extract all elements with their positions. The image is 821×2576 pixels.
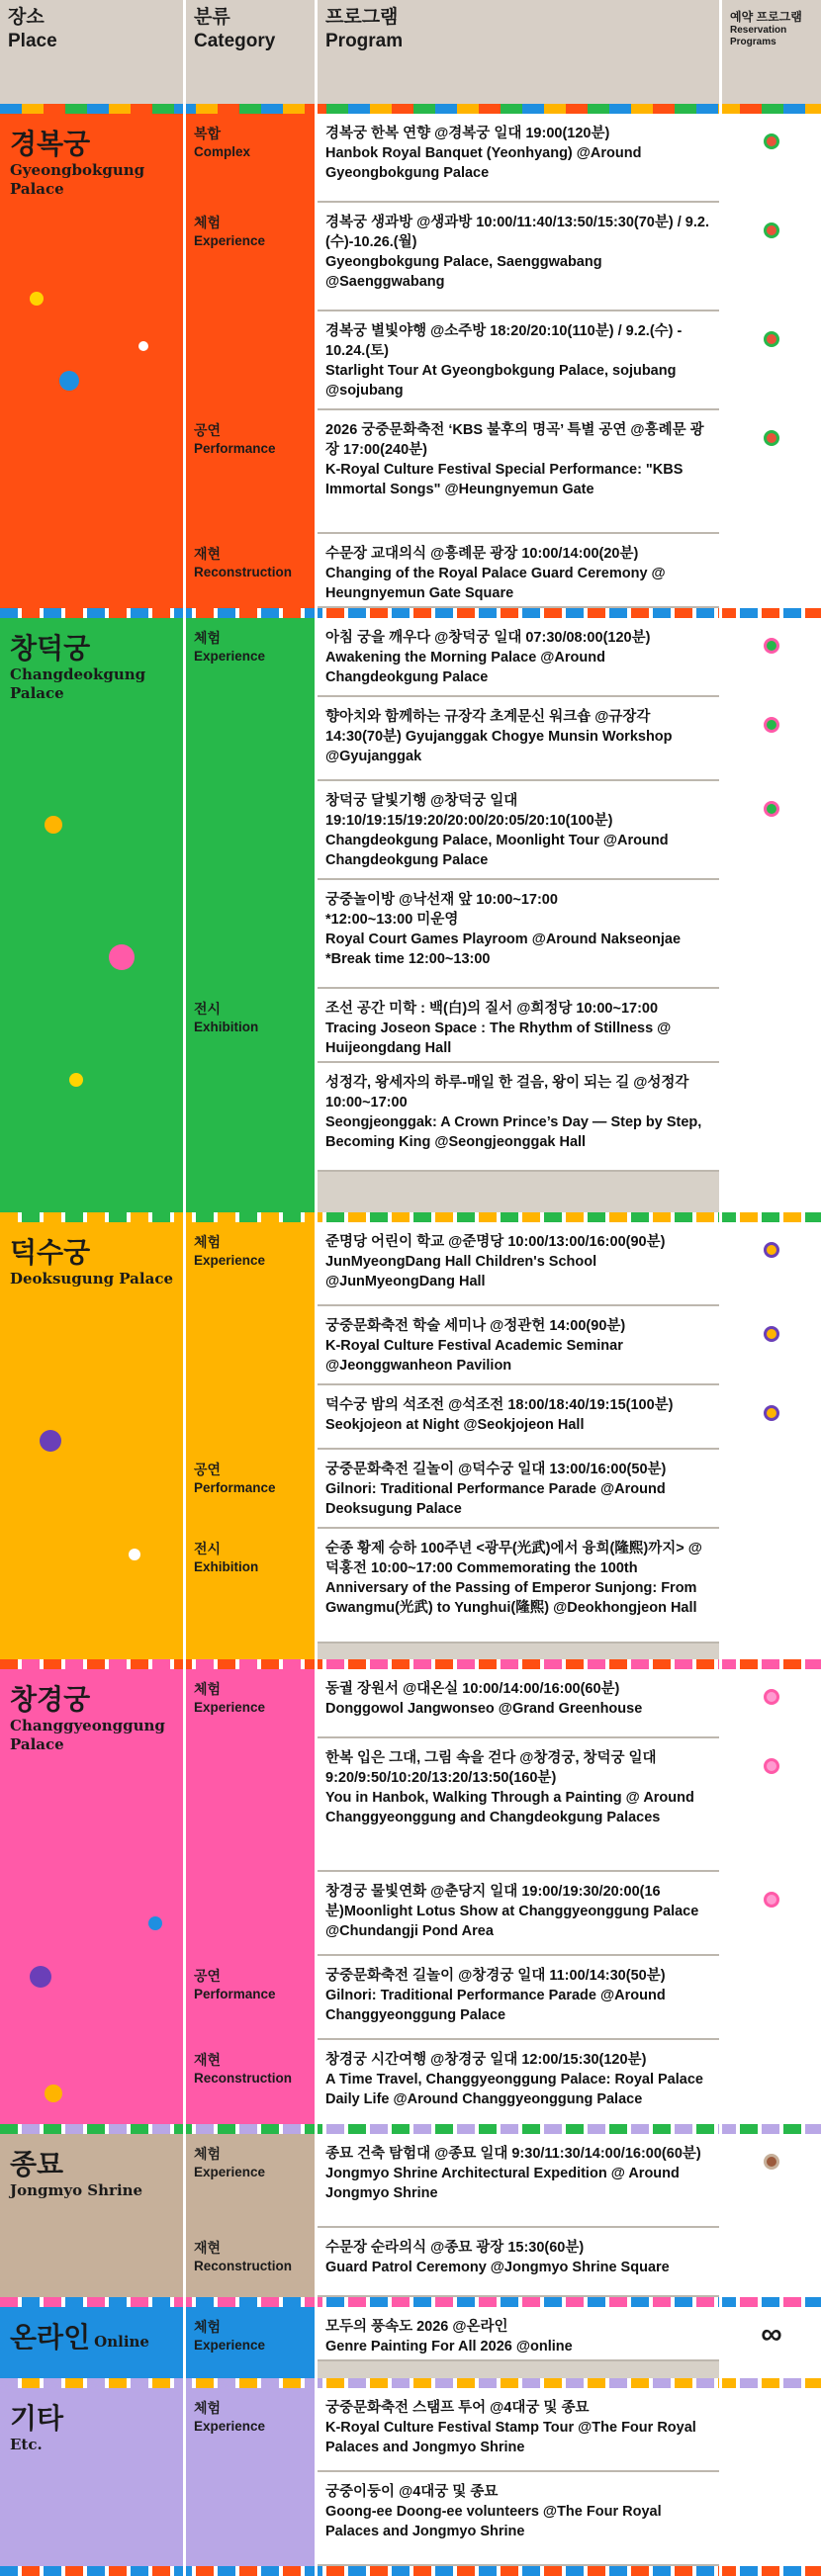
reservation-dot-icon	[764, 1326, 779, 1342]
category-ko: 재현	[194, 2240, 222, 2256]
place-cell	[0, 114, 183, 608]
place-section	[0, 1669, 821, 2124]
category-ko: 재현	[194, 546, 222, 562]
program-item: 경복궁 한복 연향 @경복궁 일대 19:00(120분) Hanbok Royal Banquet (Yeonhyang) @Around Gyeongbokgung Palace	[318, 114, 719, 203]
category-en: Exhibition	[194, 1559, 259, 1574]
category-ko: 체험	[194, 2400, 222, 2416]
program-item: 아침 궁을 깨우다 @창덕궁 일대 07:30/08:00(120분) Awakening the Morning Palace @Around Changdeokgung Palace	[318, 618, 719, 697]
header-category-ko: 분류	[194, 7, 230, 28]
category-cell	[186, 989, 315, 1046]
category-ko: 체험	[194, 1681, 222, 1697]
category-en: Performance	[194, 1480, 276, 1495]
column-divider	[183, 0, 186, 2576]
column-divider	[719, 0, 722, 2576]
program-item: 종묘 건축 탐험대 @종묘 일대 9:30/11:30/14:00/16:00(60분) Jongmyo Shrine Architectural Expedition @ Around Jongmyo Shrine	[318, 2134, 719, 2228]
place-name-en: Changgyeonggung Palace	[10, 1717, 165, 1753]
place-cell	[0, 1669, 183, 2124]
program-item: 동궐 장원서 @대온실 10:00/14:00/16:00(60분) Donggowol Jangwonseo @Grand Greenhouse	[318, 1669, 719, 1738]
decorative-circle	[30, 1966, 51, 1988]
program-item: 창덕궁 달빛기행 @창덕궁 일대 19:10/19:15/19:20/20:00/20:05/20:10(100분) Changdeokgung Palace, Moonlight Tour @Around Changdeokgung Palace	[318, 781, 719, 880]
decorative-circle	[30, 292, 44, 306]
header-program	[318, 0, 719, 104]
category-en: Reconstruction	[194, 565, 293, 579]
program-item: 조선 공간 미학 : 백(白)의 질서 @희정당 10:00~17:00 Tracing Joseon Space : The Rhythm of Stillness @ Huijeongdang Hall	[318, 989, 719, 1063]
category-ko: 재현	[194, 2052, 222, 2068]
place-name-en: Deoksugung Palace	[10, 1270, 173, 1288]
decorative-circle	[40, 1430, 61, 1452]
program-item: 한복 입은 그대, 그림 속을 걷다 @창경궁, 창덕궁 일대 9:20/9:50/10:20/13:20/13:50(160분) You in Hanbok, Walking Through a Painting @ Around Changgyeonggung and Changdeokgung Palaces	[318, 1738, 719, 1872]
header-reservation	[722, 0, 821, 104]
program-item: 궁중문화축전 길놀이 @창경궁 일대 11:00/14:30(50분) Gilnori: Traditional Performance Parade @Around Changgyeonggung Palace	[318, 1956, 719, 2040]
reservation-infinity-icon: ∞	[761, 2317, 782, 2351]
program-item: 궁중놀이방 @낙선재 앞 10:00~17:00 *12:00~13:00 미운영 Royal Court Games Playroom @Around Nakseonjae *Break time 12:00~13:00	[318, 880, 719, 989]
header-place-en: Place	[8, 31, 57, 51]
place-name-en: Changdeokgung Palace	[10, 666, 146, 702]
category-cell	[186, 2228, 315, 2285]
place-name-en: Gyeongbokgung Palace	[10, 161, 145, 198]
category-en: Reconstruction	[194, 2259, 293, 2273]
decorative-circle	[59, 371, 79, 391]
program-item: 덕수궁 밤의 석조전 @석조전 18:00/18:40/19:15(100분) Seokjojeon at Night @Seokjojeon Hall	[318, 1385, 719, 1450]
decorative-band	[0, 1212, 821, 1222]
decorative-band	[0, 608, 821, 618]
program-item: 모두의 풍속도 2026 @온라인 Genre Painting For All 2026 @online	[318, 2307, 719, 2361]
header-place	[0, 0, 183, 104]
reservation-dot-icon	[764, 1689, 779, 1705]
program-item: 수문장 교대의식 @흥례문 광장 10:00/14:00(20분) Changing of the Royal Palace Guard Ceremony @ Heungnyemun Gate Square	[318, 534, 719, 608]
reservation-dot-icon	[764, 430, 779, 446]
category-cell	[186, 534, 315, 591]
category-ko: 공연	[194, 422, 222, 438]
category-cell	[186, 410, 315, 468]
program-item: 궁중이둥이 @4대궁 및 종묘 Goong-ee Doong-ee volunteers @The Four Royal Palaces and Jongmyo Shrine	[318, 2472, 719, 2566]
reservation-dot-icon	[764, 638, 779, 654]
place-name-ko: 기타	[10, 2402, 64, 2435]
place-name-ko: 창덕궁	[10, 632, 91, 665]
category-ko: 체험	[194, 1234, 222, 1250]
category-ko: 전시	[194, 1001, 222, 1017]
decorative-circle	[109, 944, 135, 970]
place-cell	[0, 2388, 183, 2566]
category-en: Complex	[194, 144, 251, 159]
category-ko: 체험	[194, 2319, 222, 2335]
category-en: Experience	[194, 2338, 266, 2353]
category-cell	[186, 114, 315, 171]
reservation-dot-icon	[764, 717, 779, 733]
place-name-ko: 경복궁	[10, 128, 91, 160]
program-item: 궁중문화축전 스탬프 투어 @4대궁 및 종묘 K-Royal Culture Festival Stamp Tour @The Four Royal Palaces and Jongmyo Shrine	[318, 2388, 719, 2472]
place-section	[0, 1222, 821, 1659]
header-category	[186, 0, 315, 104]
place-name-en: Online	[94, 2333, 149, 2351]
place-name-ko: 종묘	[10, 2148, 64, 2180]
program-item: 궁중문화축전 학술 세미나 @정관헌 14:00(90분) K-Royal Culture Festival Academic Seminar @Jeonggwanheon Pavilion	[318, 1306, 719, 1385]
program-item: 준명당 어린이 학교 @준명당 10:00/13:00/16:00(90분) JunMyeongDang Hall Children's School @JunMyeongDang Hall	[318, 1222, 719, 1306]
category-ko: 공연	[194, 1462, 222, 1477]
place-name-ko: 창경궁	[10, 1683, 91, 1716]
program-item: 창경궁 시간여행 @창경궁 일대 12:00/15:30(120분) A Time Travel, Changgyeonggung Palace: Royal Palace Daily Life @Around Changgyeonggung Palace	[318, 2040, 719, 2134]
category-cell	[186, 1669, 315, 1727]
category-column	[186, 618, 315, 1212]
decorative-band	[0, 1659, 821, 1669]
place-cell	[0, 618, 183, 1212]
place-name-en: Jongmyo Shrine	[10, 2181, 143, 2199]
decorative-band	[0, 2566, 821, 2576]
category-cell	[186, 1529, 315, 1586]
category-cell	[186, 2307, 315, 2364]
header-category-en: Category	[194, 31, 276, 51]
place-section	[0, 114, 821, 608]
category-cell	[186, 203, 315, 260]
place-section	[0, 618, 821, 1212]
reservation-column	[722, 1222, 821, 1659]
category-en: Performance	[194, 441, 276, 456]
reservation-dot-icon	[764, 133, 779, 149]
category-en: Experience	[194, 2165, 266, 2179]
column-divider	[315, 0, 318, 2576]
decorative-circle	[45, 2085, 62, 2102]
place-cell	[0, 2134, 183, 2297]
category-en: Experience	[194, 1700, 266, 1715]
category-ko: 체험	[194, 2146, 222, 2162]
program-item: 성정각, 왕세자의 하루-매일 한 걸음, 왕이 되는 길 @성정각 10:00~17:00 Seongjeonggak: A Crown Prince’s Day — Step by Step, Becoming King @Seongjeonggak Hall	[318, 1063, 719, 1172]
decorative-band	[0, 104, 821, 114]
program-item: 향아치와 함께하는 규장각 초계문신 워크숍 @규장각 14:30(70분) Gyujanggak Chogye Munsin Workshop @Gyujanggak	[318, 697, 719, 781]
decorative-circle	[69, 1073, 83, 1087]
category-column	[186, 1222, 315, 1659]
place-section	[0, 2134, 821, 2297]
category-en: Experience	[194, 649, 266, 664]
program-item: 창경궁 물빛연화 @춘당지 일대 19:00/19:30/20:00(16분)Moonlight Lotus Show at Changgyeonggung Palace @Chundangji Pond Area	[318, 1872, 719, 1956]
category-en: Exhibition	[194, 1020, 259, 1034]
header-program-en: Program	[325, 31, 404, 51]
decorative-circle	[45, 816, 62, 834]
reservation-dot-icon	[764, 331, 779, 347]
table-header	[0, 0, 821, 104]
category-ko: 복합	[194, 126, 222, 141]
category-cell	[186, 618, 315, 675]
place-name-ko: 온라인	[10, 2321, 91, 2354]
decorative-circle	[148, 1916, 162, 1930]
category-ko: 체험	[194, 630, 222, 646]
program-item: 경복궁 생과방 @생과방 10:00/11:40/13:50/15:30(70분) / 9.2.(수)-10.26.(월) Gyeongbokgung Palace, Saenggwabang @Saenggwabang	[318, 203, 719, 311]
decorative-band	[0, 2297, 821, 2307]
category-ko: 공연	[194, 1968, 222, 1984]
reservation-column	[722, 2388, 821, 2566]
category-ko: 전시	[194, 1541, 222, 1556]
place-section	[0, 2307, 821, 2378]
program-item: 궁중문화축전 길놀이 @덕수궁 일대 13:00/16:00(50분) Gilnori: Traditional Performance Parade @Around Deoksugung Palace	[318, 1450, 719, 1529]
reservation-dot-icon	[764, 1758, 779, 1774]
header-program-ko: 프로그램	[325, 7, 399, 28]
reservation-dot-icon	[764, 222, 779, 238]
program-item: 경복궁 별빛야행 @소주방 18:20/20:10(110분) / 9.2.(수) - 10.24.(토) Starlight Tour At Gyeongbokgung Palace, sojubang @sojubang	[318, 311, 719, 410]
header-reservation-ko: 예약 프로그램	[730, 10, 802, 24]
place-cell	[0, 1222, 183, 1659]
category-en: Reconstruction	[194, 2071, 293, 2086]
decorative-circle	[138, 341, 148, 351]
category-en: Experience	[194, 233, 266, 248]
reservation-column	[722, 114, 821, 608]
category-en: Performance	[194, 1987, 276, 2001]
place-name-en: Etc.	[10, 2436, 43, 2453]
reservation-dot-icon	[764, 2154, 779, 2170]
category-cell	[186, 1222, 315, 1280]
decorative-circle	[129, 1549, 140, 1560]
category-cell	[186, 2134, 315, 2191]
place-name-ko: 덕수궁	[10, 1236, 91, 1269]
decorative-band	[0, 2124, 821, 2134]
reservation-column	[722, 618, 821, 1212]
reservation-dot-icon	[764, 1405, 779, 1421]
header-place-ko: 장소	[8, 7, 45, 28]
decorative-band	[0, 2378, 821, 2388]
place-cell	[0, 2307, 183, 2378]
category-en: Experience	[194, 2419, 266, 2434]
category-cell	[186, 2040, 315, 2097]
program-item: 2026 궁중문화축전 ‘KBS 불후의 명곡’ 특별 공연 @흥례문 광장 17:00(240분) K-Royal Culture Festival Special Performance: "KBS Immortal Songs" @Heungnyemun Gate	[318, 410, 719, 534]
reservation-dot-icon	[764, 1242, 779, 1258]
category-cell	[186, 1956, 315, 2013]
program-item: 수문장 순라의식 @종묘 광장 15:30(60분) Guard Patrol Ceremony @Jongmyo Shrine Square	[318, 2228, 719, 2297]
category-ko: 체험	[194, 215, 222, 230]
program-item: 순종 황제 승하 100주년 <광무(光武)에서 융희(隆熙)까지> @덕홍전 10:00~17:00 Commemorating the 100th Anniversary of the Passing of Emperor Sunjong: From Gwangmu(光武) to Yunghui(隆熙) @Deokhongjeon Hall	[318, 1529, 719, 1643]
header-reservation-en: Reservation Programs	[730, 25, 787, 47]
reservation-dot-icon	[764, 1892, 779, 1908]
category-cell	[186, 2388, 315, 2445]
place-section	[0, 2388, 821, 2566]
category-en: Experience	[194, 1253, 266, 1268]
reservation-dot-icon	[764, 801, 779, 817]
category-cell	[186, 1450, 315, 1507]
